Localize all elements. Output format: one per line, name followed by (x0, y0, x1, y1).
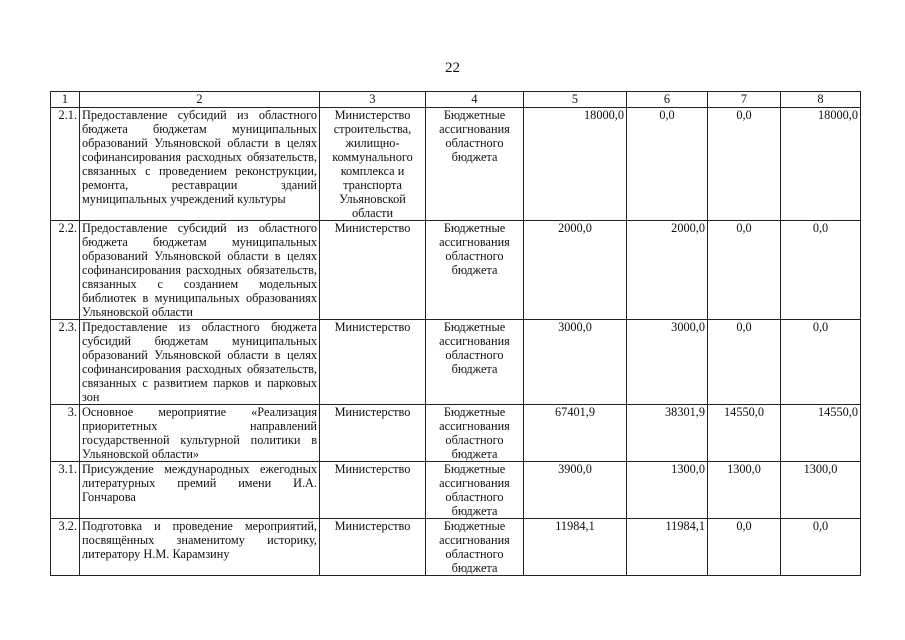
row-value-8: 0,0 (781, 320, 861, 405)
row-name: Предоставление из областного бюджета субсидий бюджетам муниципальных образований Ульяновской области в целях софинансирования расходных обязательств, связанных с развитием парков и парковых зон (80, 320, 320, 405)
row-value-8: 0,0 (781, 519, 861, 576)
row-value-8: 0,0 (781, 221, 861, 320)
header-col-2: 2 (80, 92, 320, 108)
row-value-6: 11984,1 (627, 519, 708, 576)
table-row (51, 320, 861, 405)
row-value-8: 1300,0 (781, 462, 861, 519)
page-number: 22 (445, 60, 460, 76)
header-col-8: 8 (781, 92, 861, 108)
row-value-7: 0,0 (708, 108, 781, 221)
row-value-7: 0,0 (708, 320, 781, 405)
row-executor: Министерство (320, 221, 426, 320)
header-col-3: 3 (320, 92, 426, 108)
table-row (51, 221, 861, 320)
row-value-6: 1300,0 (627, 462, 708, 519)
row-value-5: 3000,0 (524, 320, 627, 405)
row-executor: Министерство строительства, жилищно-коммунального комплекса и транспорта Ульяновской области (320, 108, 426, 221)
row-name: Присуждение международных ежегодных литературных премий имени И.А. Гончарова (80, 462, 320, 519)
row-number: 2.3. (51, 320, 80, 405)
header-col-6: 6 (627, 92, 708, 108)
row-number: 2.2. (51, 221, 80, 320)
row-source: Бюджетные ассигнования областного бюджета (426, 519, 524, 576)
row-source: Бюджетные ассигнования областного бюджета (426, 221, 524, 320)
row-number: 3. (51, 405, 80, 462)
row-executor: Министерство (320, 405, 426, 462)
header-col-5: 5 (524, 92, 627, 108)
header-row (51, 92, 861, 108)
header-col-7: 7 (708, 92, 781, 108)
row-name: Предоставление субсидий из областного бюджета бюджетам муниципальных образований Ульяновской области в целях софинансирования расходных обязательств, связанных с созданием модельных библиотек в муниципальных образованиях Ульяновской области (80, 221, 320, 320)
row-source: Бюджетные ассигнования областного бюджета (426, 320, 524, 405)
row-source: Бюджетные ассигнования областного бюджета (426, 405, 524, 462)
row-executor: Министерство (320, 519, 426, 576)
row-value-7: 0,0 (708, 221, 781, 320)
row-value-5: 67401,9 (524, 405, 627, 462)
row-value-6: 38301,9 (627, 405, 708, 462)
header-col-1: 1 (51, 92, 80, 108)
table-row (51, 519, 861, 576)
row-value-5: 18000,0 (524, 108, 627, 221)
row-value-5: 3900,0 (524, 462, 627, 519)
row-value-6: 0,0 (627, 108, 708, 221)
row-value-6: 2000,0 (627, 221, 708, 320)
row-value-8: 14550,0 (781, 405, 861, 462)
table-row (51, 108, 861, 221)
row-name: Основное мероприятие «Реализация приоритетных направлений государственной культурной политики в Ульяновской области» (80, 405, 320, 462)
row-number: 3.2. (51, 519, 80, 576)
header-col-4: 4 (426, 92, 524, 108)
row-value-7: 0,0 (708, 519, 781, 576)
row-number: 3.1. (51, 462, 80, 519)
row-source: Бюджетные ассигнования областного бюджета (426, 462, 524, 519)
row-value-5: 2000,0 (524, 221, 627, 320)
row-number: 2.1. (51, 108, 80, 221)
row-source: Бюджетные ассигнования областного бюджета (426, 108, 524, 221)
row-value-6: 3000,0 (627, 320, 708, 405)
row-value-7: 1300,0 (708, 462, 781, 519)
table-row (51, 462, 861, 519)
row-name: Предоставление субсидий из областного бюджета бюджетам муниципальных образований Ульяновской области в целях софинансирования расходных обязательств, связанных с проведением реконструкции, ремонта, реставрации зданий муниципальных учреждений культуры (80, 108, 320, 221)
row-executor: Министерство (320, 462, 426, 519)
table-row (51, 405, 861, 462)
budget-table (50, 91, 861, 576)
row-value-7: 14550,0 (708, 405, 781, 462)
row-value-5: 11984,1 (524, 519, 627, 576)
row-name: Подготовка и проведение мероприятий, посвящённых знаменитому историку, литератору Н.М. Карамзину (80, 519, 320, 576)
row-value-8: 18000,0 (781, 108, 861, 221)
row-executor: Министерство (320, 320, 426, 405)
